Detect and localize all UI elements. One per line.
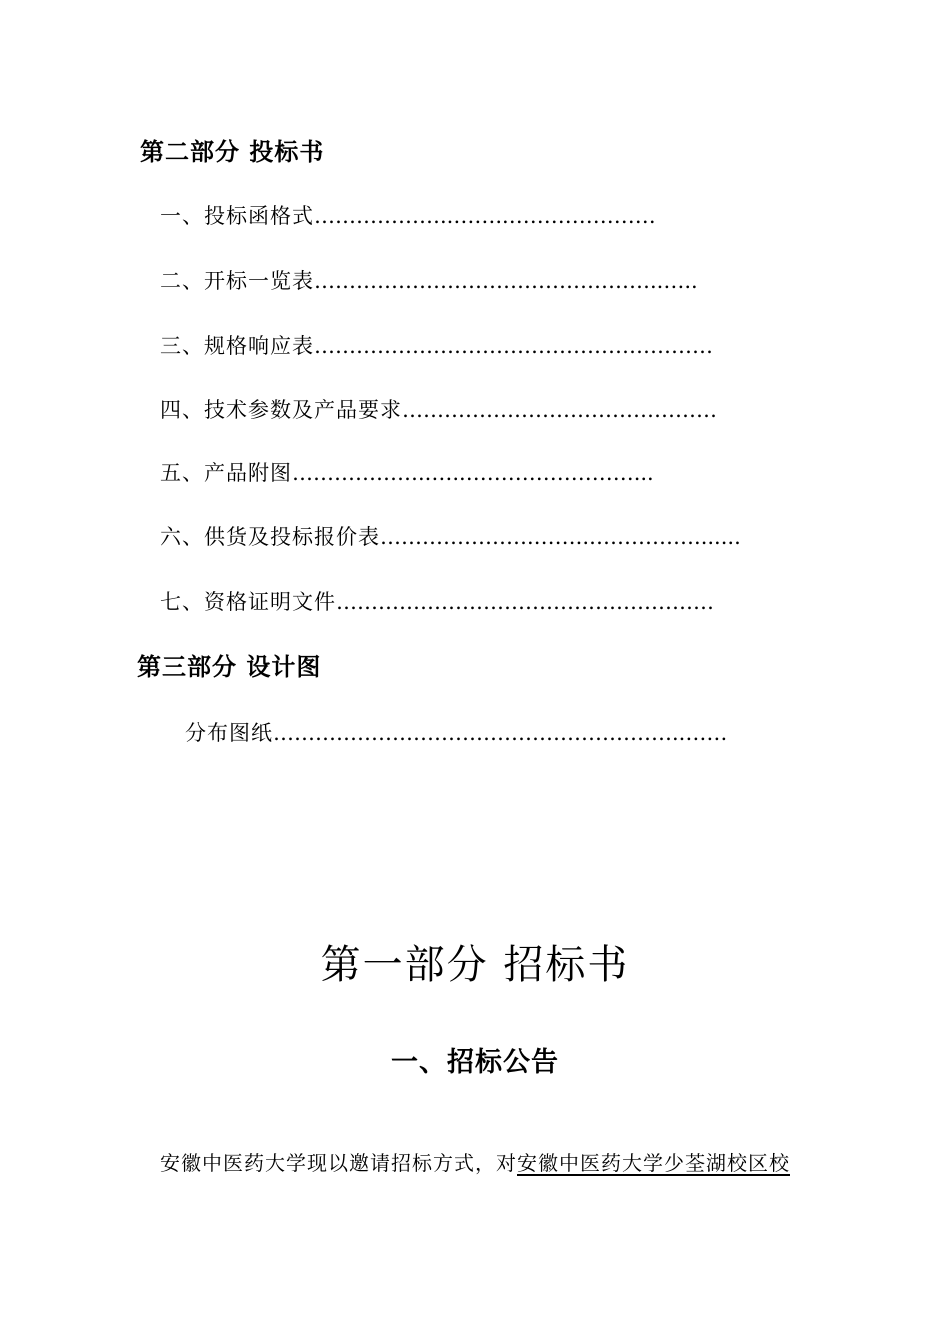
- toc-item-label: 四、技术参数及产品要求: [160, 398, 402, 422]
- toc-item-distribution-drawings[interactable]: [185, 719, 727, 747]
- toc-item-label: 一、投标函格式: [160, 204, 314, 228]
- toc-item-bid-letter-format[interactable]: [160, 202, 656, 230]
- notice-paragraph: [160, 1149, 790, 1177]
- toc-item-label: 七、资格证明文件: [160, 590, 336, 614]
- toc-leader-dots: ………………..……..…………………: [314, 204, 656, 228]
- toc-item-product-figures[interactable]: [160, 459, 654, 487]
- toc-item-label: 二、开标一览表: [160, 269, 314, 293]
- paragraph-text: 安徽中医药大学现以邀请招标方式，对: [160, 1151, 517, 1175]
- toc-leader-dots: ………………………………………: [402, 398, 717, 422]
- toc-leader-dots: …………………………………………..…..: [314, 269, 698, 293]
- toc-item-bid-opening-summary[interactable]: [160, 267, 698, 295]
- toc-item-supply-quote-table[interactable]: [160, 523, 741, 551]
- toc-item-spec-response-table[interactable]: [160, 332, 713, 360]
- toc-item-technical-parameters[interactable]: [160, 396, 717, 424]
- underlined-project-name: 安徽中医药大学少荃湖校区校: [517, 1151, 790, 1175]
- toc-item-label: 五、产品附图: [160, 461, 292, 485]
- toc-leader-dots: ………………..…..……………………...: [292, 461, 654, 485]
- toc-leader-dots: ………………….……..…………….......: [380, 525, 741, 549]
- part1-title: 第一部分 招标书: [320, 942, 630, 988]
- part3-heading: 第三部分 设计图: [137, 653, 322, 681]
- toc-item-qualification-docs[interactable]: [160, 588, 714, 616]
- toc-item-label: 六、供货及投标报价表: [160, 525, 380, 549]
- section-title-tender-notice: 一、招标公告: [391, 1047, 559, 1078]
- toc-leader-dots: ………………………………………………: [336, 590, 714, 614]
- toc-leader-dots: …………………………………………………: [314, 334, 713, 358]
- toc-leader-dots: …………………………………………………..……: [273, 721, 728, 745]
- toc-item-label: 三、规格响应表: [160, 334, 314, 358]
- part2-heading: 第二部分 投标书: [140, 138, 325, 166]
- toc-item-label: 分布图纸: [185, 721, 273, 745]
